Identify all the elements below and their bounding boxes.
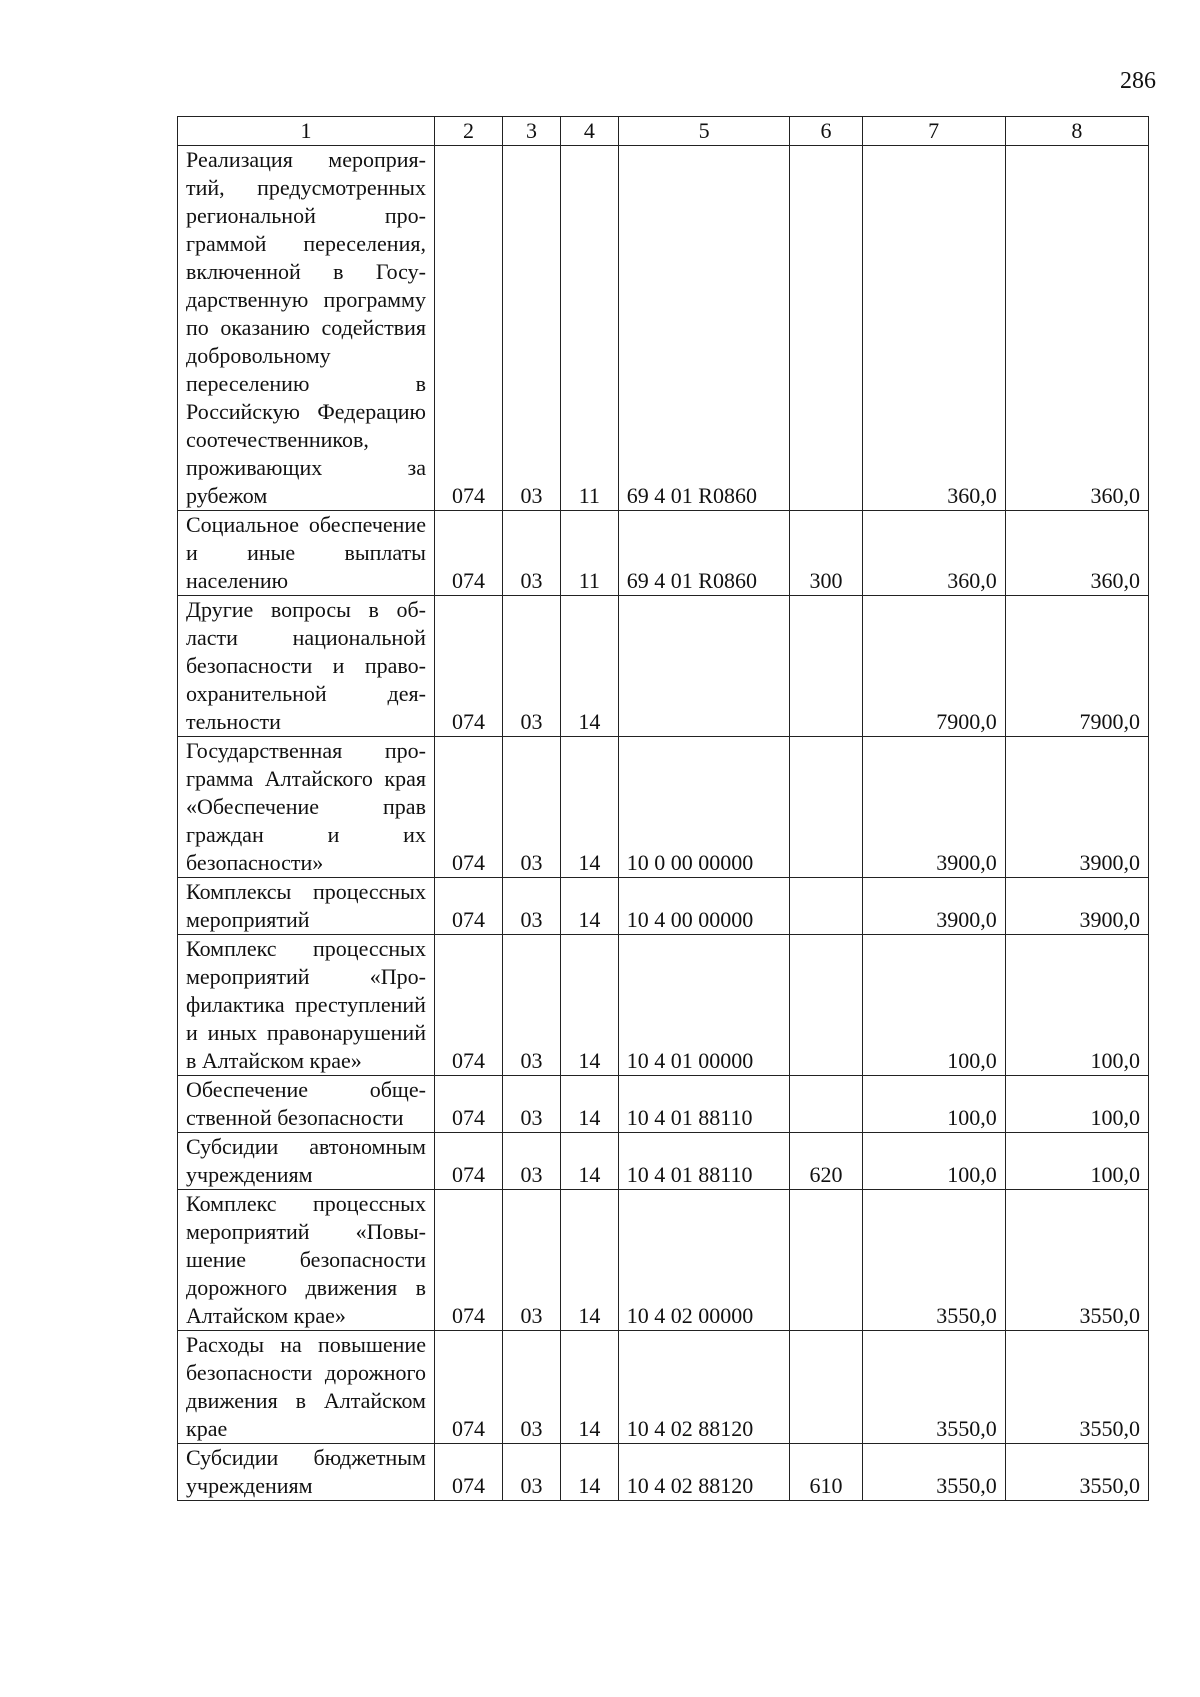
row-name: Субсидии бюджетным учреждениям <box>178 1444 435 1501</box>
cell-amount-7: 360,0 <box>862 511 1005 596</box>
cell-subsection: 11 <box>560 146 618 511</box>
table-header-row <box>178 117 1149 146</box>
row-name: Реализация мероприятий, предусмотренных региональной программой переселения, включенной в Государственную программу по оказанию содействия добровольному переселению в Российскую Федерацию соотечественников, проживающих за рубежом <box>178 146 435 511</box>
cell-target-article: 69 4 01 R0860 <box>618 146 790 511</box>
cell-ministry-code: 074 <box>434 146 502 511</box>
cell-amount-8: 3900,0 <box>1005 878 1148 935</box>
cell-ministry-code: 074 <box>434 1444 502 1501</box>
cell-expense-type: 300 <box>790 511 862 596</box>
cell-ministry-code: 074 <box>434 1331 502 1444</box>
cell-section: 03 <box>503 878 561 935</box>
cell-amount-8: 3550,0 <box>1005 1190 1148 1331</box>
cell-expense-type <box>790 878 862 935</box>
column-header: 8 <box>1005 117 1148 146</box>
cell-amount-8: 360,0 <box>1005 146 1148 511</box>
cell-amount-8: 3550,0 <box>1005 1444 1148 1501</box>
cell-subsection: 14 <box>560 1133 618 1190</box>
cell-subsection: 14 <box>560 878 618 935</box>
table-row <box>178 1331 1149 1444</box>
cell-section: 03 <box>503 1331 561 1444</box>
cell-amount-8: 3900,0 <box>1005 737 1148 878</box>
cell-section: 03 <box>503 1133 561 1190</box>
cell-section: 03 <box>503 935 561 1076</box>
cell-subsection: 14 <box>560 1444 618 1501</box>
cell-subsection: 11 <box>560 511 618 596</box>
cell-section: 03 <box>503 596 561 737</box>
cell-amount-7: 3900,0 <box>862 737 1005 878</box>
cell-expense-type <box>790 596 862 737</box>
cell-ministry-code: 074 <box>434 737 502 878</box>
cell-ministry-code: 074 <box>434 935 502 1076</box>
budget-table <box>177 116 1149 1501</box>
table-row <box>178 146 1149 511</box>
cell-ministry-code: 074 <box>434 1190 502 1331</box>
cell-target-article: 10 4 02 88120 <box>618 1331 790 1444</box>
cell-amount-8: 360,0 <box>1005 511 1148 596</box>
table-row <box>178 596 1149 737</box>
column-header: 5 <box>618 117 790 146</box>
cell-section: 03 <box>503 1190 561 1331</box>
cell-amount-8: 100,0 <box>1005 1076 1148 1133</box>
column-header: 7 <box>862 117 1005 146</box>
row-name: Расходы на повышение безопасности дорожного движения в Алтайском крае <box>178 1331 435 1444</box>
cell-expense-type <box>790 1190 862 1331</box>
column-header: 1 <box>178 117 435 146</box>
cell-target-article: 10 4 01 00000 <box>618 935 790 1076</box>
table-row <box>178 935 1149 1076</box>
cell-target-article: 10 4 01 88110 <box>618 1076 790 1133</box>
cell-ministry-code: 074 <box>434 1076 502 1133</box>
cell-section: 03 <box>503 1076 561 1133</box>
cell-amount-7: 7900,0 <box>862 596 1005 737</box>
cell-subsection: 14 <box>560 737 618 878</box>
cell-ministry-code: 074 <box>434 878 502 935</box>
cell-amount-8: 100,0 <box>1005 935 1148 1076</box>
cell-ministry-code: 074 <box>434 511 502 596</box>
cell-section: 03 <box>503 511 561 596</box>
row-name: Другие вопросы в области национальной безопасности и правоохранительной деятельности <box>178 596 435 737</box>
cell-amount-8: 7900,0 <box>1005 596 1148 737</box>
page-number: 286 <box>1120 68 1156 94</box>
row-name: Обеспечение общественной безопасности <box>178 1076 435 1133</box>
cell-amount-7: 100,0 <box>862 935 1005 1076</box>
cell-subsection: 14 <box>560 1076 618 1133</box>
column-header: 3 <box>503 117 561 146</box>
cell-ministry-code: 074 <box>434 1133 502 1190</box>
cell-amount-7: 3550,0 <box>862 1331 1005 1444</box>
row-name: Государственная программа Алтайского края «Обеспечение прав граждан и их безопасности» <box>178 737 435 878</box>
table-row <box>178 1133 1149 1190</box>
cell-target-article: 69 4 01 R0860 <box>618 511 790 596</box>
table-row <box>178 1076 1149 1133</box>
cell-target-article <box>618 596 790 737</box>
row-name: Комплексы процессных мероприятий <box>178 878 435 935</box>
row-name: Социальное обеспечение и иные выплаты населению <box>178 511 435 596</box>
column-header: 6 <box>790 117 862 146</box>
column-header: 2 <box>434 117 502 146</box>
cell-amount-8: 3550,0 <box>1005 1331 1148 1444</box>
table-row <box>178 878 1149 935</box>
cell-amount-7: 100,0 <box>862 1133 1005 1190</box>
cell-target-article: 10 0 00 00000 <box>618 737 790 878</box>
row-name: Комплекс процессных мероприятий «Профилактика преступлений и иных правонарушений в Алтайском крае» <box>178 935 435 1076</box>
row-name: Комплекс процессных мероприятий «Повышение безопасности дорожного движения в Алтайском крае» <box>178 1190 435 1331</box>
cell-amount-7: 3550,0 <box>862 1190 1005 1331</box>
table-row <box>178 1444 1149 1501</box>
cell-section: 03 <box>503 146 561 511</box>
cell-amount-7: 3550,0 <box>862 1444 1005 1501</box>
column-header: 4 <box>560 117 618 146</box>
cell-subsection: 14 <box>560 596 618 737</box>
cell-expense-type <box>790 1331 862 1444</box>
cell-expense-type: 610 <box>790 1444 862 1501</box>
cell-target-article: 10 4 01 88110 <box>618 1133 790 1190</box>
cell-amount-7: 100,0 <box>862 1076 1005 1133</box>
cell-expense-type: 620 <box>790 1133 862 1190</box>
cell-expense-type <box>790 1076 862 1133</box>
cell-subsection: 14 <box>560 1190 618 1331</box>
cell-amount-7: 360,0 <box>862 146 1005 511</box>
cell-subsection: 14 <box>560 1331 618 1444</box>
cell-target-article: 10 4 02 88120 <box>618 1444 790 1501</box>
cell-target-article: 10 4 00 00000 <box>618 878 790 935</box>
cell-section: 03 <box>503 1444 561 1501</box>
cell-section: 03 <box>503 737 561 878</box>
row-name: Субсидии автономным учреждениям <box>178 1133 435 1190</box>
table-row <box>178 1190 1149 1331</box>
table-row <box>178 511 1149 596</box>
cell-expense-type <box>790 146 862 511</box>
cell-expense-type <box>790 737 862 878</box>
table-row <box>178 737 1149 878</box>
cell-expense-type <box>790 935 862 1076</box>
cell-subsection: 14 <box>560 935 618 1076</box>
cell-amount-8: 100,0 <box>1005 1133 1148 1190</box>
cell-ministry-code: 074 <box>434 596 502 737</box>
cell-amount-7: 3900,0 <box>862 878 1005 935</box>
cell-target-article: 10 4 02 00000 <box>618 1190 790 1331</box>
